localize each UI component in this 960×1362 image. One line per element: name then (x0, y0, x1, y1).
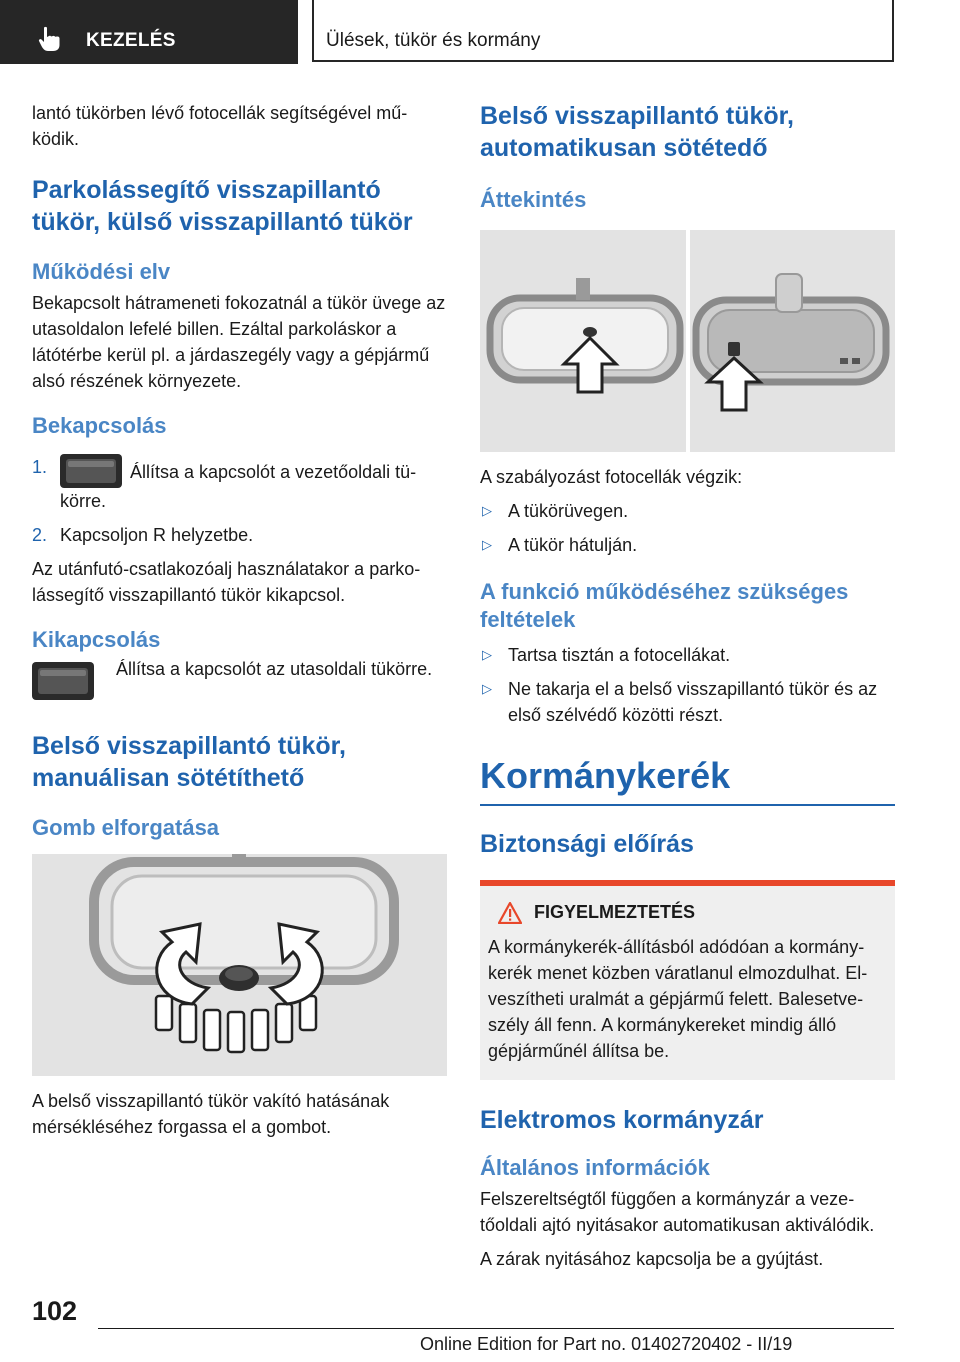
edition-text: Online Edition for Part no. 01402720402 - II/19 (420, 1334, 793, 1354)
lock-text-2: A zárak nyitásához kapcsolja be a gyújtást. (480, 1249, 824, 1269)
mirror-knob-icon (32, 854, 447, 1076)
list-item-text: A tükörüvegen. (508, 501, 629, 521)
switch-off-text: Állítsa a kapcsolót az utasoldali tükörre. (116, 659, 433, 679)
heading-steering-wheel: Kormánykerék (480, 755, 731, 796)
heading-parking-mirror: Parkolássegítő visszapillantó tükör, külső visszapillantó tükör (32, 176, 413, 236)
right-column (480, 100, 895, 1284)
switch-off-row (32, 660, 447, 706)
list-item (32, 454, 447, 514)
list-item (32, 522, 447, 548)
step-text: Kapcsoljon R helyzetbe. (60, 525, 254, 545)
warning-triangle-icon (498, 902, 522, 924)
step-number: 1. (32, 457, 48, 477)
hand-pointer-icon (38, 26, 62, 52)
bullet-triangle-icon: ▷ (482, 503, 492, 518)
heading-general-info: Általános információk (480, 1155, 710, 1180)
mirror-photocell-icon (480, 230, 895, 452)
list-item (480, 676, 895, 728)
section-tab (0, 0, 298, 64)
principle-text: Bekapcsolt hátrameneti fokozatnál a tükör üvege az utasoldalon lefelé billen. Ezáltal parkoláskor a látótérbe kerül pl. a járdaszegély vagy a gépjármű alsó részének környezete. (32, 293, 446, 391)
list-item (480, 642, 895, 668)
section-divider (480, 804, 895, 806)
knob-text: A belső visszapillantó tükör vakító hatásának mérsékléséhez forgassa el a gombot. (32, 1091, 390, 1137)
step-text: Állítsa a kapcsolót a vezetőoldali tü-körre. (60, 462, 417, 511)
trailer-text: Az utánfutó-csatlakozóalj használatakor a parko-lássegítő visszapillantó tükör kikapcsol. (32, 559, 421, 605)
heading-manual-mirror: Belső visszapillantó tükör, manuálisan sötétíthető (32, 732, 346, 792)
list-item-text: A tükör hátulján. (508, 535, 638, 555)
page-number: 102 (32, 1296, 78, 1326)
section-title: KEZELÉS (86, 30, 176, 51)
intro-text: lantó tükörben lévő fotocellák segítségével mű-ködik. (32, 103, 408, 149)
step-number: 2. (32, 525, 48, 545)
lock-text-1: Felszereltségtől függően a kormányzár a veze-tőoldali ajtó nyitásakor automatikusan aktiválódik. (480, 1189, 875, 1235)
bullet-triangle-icon: ▷ (482, 681, 492, 696)
list-item (480, 532, 895, 558)
control-intro: A szabályozást fotocellák végzik: (480, 467, 743, 487)
list-item-text: Tartsa tisztán a fotocellákat. (508, 645, 731, 665)
heading-auto-mirror: Belső visszapillantó tükör, automatikusan sötétedő (480, 102, 794, 162)
bullet-triangle-icon: ▷ (482, 647, 492, 662)
mirror-switch-icon (60, 454, 122, 488)
footer-divider (98, 1328, 894, 1329)
heading-safety: Biztonsági előírás (480, 830, 694, 858)
bullet-triangle-icon: ▷ (482, 537, 492, 552)
conditions-list (480, 642, 895, 728)
warning-box (480, 880, 895, 1080)
heading-knob: Gomb elforgatása (32, 815, 220, 840)
list-item-text: Ne takarja el a belső visszapillantó tükör és az első szélvédő közötti részt. (508, 679, 878, 725)
heading-principle: Működési elv (32, 259, 171, 284)
heading-conditions: A funkció működéséhez szükséges feltételek (480, 579, 849, 632)
mirror-switch-icon (32, 662, 94, 700)
manual-mirror-illustration (32, 854, 447, 1076)
breadcrumb (312, 0, 894, 62)
switch-on-steps (32, 454, 447, 548)
auto-mirror-illustration (480, 230, 895, 452)
warning-text: A kormánykerék-állításból adódóan a kormány-kerék menet közben váratlanul elmozdulhat. El-veszítheti uralmát a gépjármű felett. Balesetve-szély áll fenn. A kormánykereket mindig álló gépjárműnél állítsa be. (488, 937, 868, 1061)
control-list (480, 498, 895, 558)
heading-switch-off: Kikapcsolás (32, 627, 161, 652)
heading-switch-on: Bekapcsolás (32, 413, 167, 438)
heading-steering-lock: Elektromos kormányzár (480, 1106, 764, 1134)
list-item (480, 498, 895, 524)
breadcrumb-text: Ülések, tükör és kormány (326, 30, 541, 51)
left-column (32, 100, 447, 1152)
heading-overview: Áttekintés (480, 187, 587, 212)
warning-title: FIGYELMEZTETÉS (534, 902, 696, 922)
